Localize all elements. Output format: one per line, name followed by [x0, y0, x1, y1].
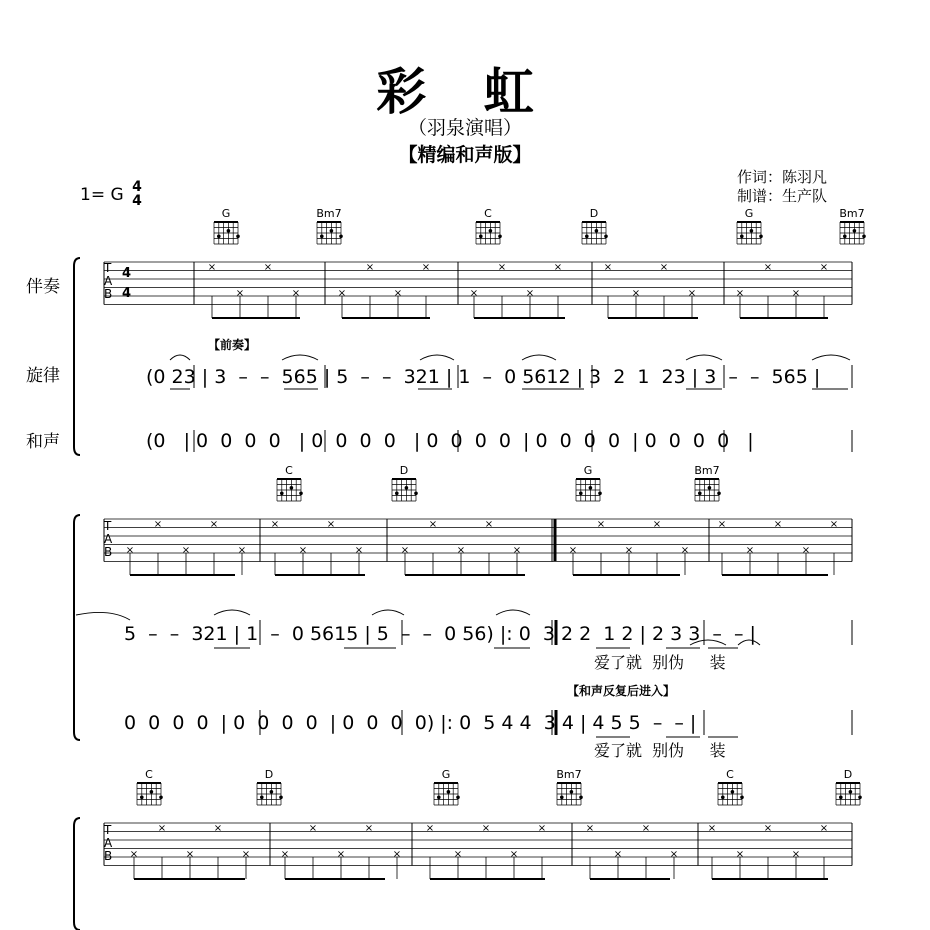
- tab-x-mark: ×: [484, 519, 494, 530]
- chord-dot: [717, 492, 721, 496]
- tab-x-mark: ×: [745, 545, 755, 556]
- slur: [170, 355, 190, 360]
- chord-dot: [560, 796, 564, 800]
- chord-name: C: [726, 768, 734, 781]
- chord-dot: [698, 492, 702, 496]
- chord-dot: [862, 235, 866, 239]
- tab-x-mark: ×: [735, 288, 745, 299]
- chord-name: G: [583, 464, 593, 477]
- chord-dot: [570, 790, 574, 794]
- chord-name: Bm7: [694, 464, 720, 477]
- tab-x-mark: ×: [308, 823, 318, 834]
- tab-x-mark: ×: [469, 288, 479, 299]
- tab-x-mark: ×: [481, 823, 491, 834]
- slur: [690, 640, 726, 645]
- tab-clef-1: T A B: [104, 261, 113, 301]
- tab-x-mark: ×: [157, 823, 167, 834]
- system-bracket: [74, 258, 80, 455]
- chord-name: C: [484, 207, 492, 220]
- tab-x-mark: ×: [354, 545, 364, 556]
- tab-x-mark: ×: [237, 545, 247, 556]
- lyricist: 作词：陈羽凡: [737, 168, 828, 186]
- tab-x-mark: ×: [428, 519, 438, 530]
- chord-name: Bm7: [556, 768, 582, 781]
- chord-dot: [447, 790, 451, 794]
- chord-dot: [585, 235, 589, 239]
- tab-x-mark: ×: [235, 288, 245, 299]
- tab-x-mark: ×: [791, 288, 801, 299]
- harmony-line-2: 0 0 0 0 | 0 0 0 0 | 0 0 0 0) |: 0 5 4 4 3 4 | 4 5 5 – – |: [124, 712, 697, 734]
- tab-x-mark: ×: [624, 545, 634, 556]
- chord-dot: [227, 229, 231, 233]
- tab-x-mark: ×: [337, 288, 347, 299]
- tie: [76, 612, 130, 620]
- chord-name: D: [843, 768, 853, 781]
- chord-name: D: [589, 207, 599, 220]
- tab-x-mark: ×: [453, 849, 463, 860]
- slur: [738, 640, 760, 645]
- slur: [282, 355, 318, 360]
- slur: [812, 355, 850, 360]
- slur: [420, 355, 454, 360]
- chord-dot: [414, 492, 418, 496]
- chord-dot: [839, 796, 843, 800]
- chord-dot: [395, 492, 399, 496]
- chord-dot: [759, 235, 763, 239]
- lyrics-line-1: 爱了就 别伪 装: [594, 653, 726, 672]
- tab-x-mark: ×: [680, 545, 690, 556]
- slur: [214, 610, 250, 615]
- chord-dot: [320, 235, 324, 239]
- section-intro: 【前奏】: [208, 338, 257, 352]
- tab-x-mark: ×: [652, 519, 662, 530]
- chord-dot: [731, 790, 735, 794]
- tab-x-mark: ×: [326, 519, 336, 530]
- section-harmony-note: 【和声反复后进入】: [567, 684, 676, 698]
- song-title: 彩 虹: [376, 62, 554, 121]
- tab-x-mark: ×: [213, 823, 223, 834]
- system-bracket: [74, 818, 80, 930]
- time-signature-bottom: 4: [132, 193, 142, 209]
- slur: [686, 355, 722, 360]
- chord-name: D: [264, 768, 274, 781]
- chord-name: D: [399, 464, 409, 477]
- tab-x-mark: ×: [185, 849, 195, 860]
- tab-x-mark: ×: [773, 519, 783, 530]
- tab-x-mark: ×: [669, 849, 679, 860]
- tab-x-mark: ×: [603, 262, 613, 273]
- chord-dot: [853, 229, 857, 233]
- tab-x-mark: ×: [763, 823, 773, 834]
- tab-x-mark: ×: [763, 262, 773, 273]
- tab-x-mark: ×: [291, 288, 301, 299]
- tab-x-mark: ×: [400, 545, 410, 556]
- tab-x-mark: ×: [537, 823, 547, 834]
- chord-name: Bm7: [839, 207, 865, 220]
- chord-name: G: [221, 207, 231, 220]
- chord-dot: [339, 235, 343, 239]
- chord-dot: [595, 229, 599, 233]
- tab-x-mark: ×: [298, 545, 308, 556]
- arranger: 制谱：生产队: [737, 187, 828, 205]
- melody-line-2: 5 – – 321 | 1 – 0 5615 | 5 – – 0 56) |: 0 3 2 2 1 2 | 2 3 3 – – |: [124, 623, 756, 645]
- tab-x-mark: ×: [497, 262, 507, 273]
- chord-dot: [405, 486, 409, 490]
- chord-dot: [290, 486, 294, 490]
- tab-clef-3: T A B: [104, 823, 113, 863]
- singer-credit: （羽泉演唱）: [407, 117, 522, 139]
- slur: [522, 355, 556, 360]
- chord-name: G: [441, 768, 451, 781]
- tab-x-mark: ×: [241, 849, 251, 860]
- tab-x-mark: ×: [207, 262, 217, 273]
- tab-x-mark: ×: [613, 849, 623, 860]
- chord-dot: [270, 790, 274, 794]
- chord-dot: [858, 796, 862, 800]
- tab-x-mark: ×: [270, 519, 280, 530]
- chord-dot: [456, 796, 460, 800]
- tab-x-mark: ×: [181, 545, 191, 556]
- chord-dot: [260, 796, 264, 800]
- tab-x-mark: ×: [365, 262, 375, 273]
- tab-x-mark: ×: [125, 545, 135, 556]
- chord-dot: [750, 229, 754, 233]
- tab-x-mark: ×: [553, 262, 563, 273]
- chord-dot: [498, 235, 502, 239]
- tab-x-mark: ×: [819, 823, 829, 834]
- chord-dot: [279, 796, 283, 800]
- chord-dot: [217, 235, 221, 239]
- tab-x-mark: ×: [364, 823, 374, 834]
- chord-dot: [150, 790, 154, 794]
- chord-dot: [708, 486, 712, 490]
- slur: [372, 610, 404, 615]
- chord-dot: [330, 229, 334, 233]
- chord-dot: [589, 486, 593, 490]
- chord-name: G: [744, 207, 754, 220]
- chord-name: C: [285, 464, 293, 477]
- tab-x-mark: ×: [280, 849, 290, 860]
- chord-dot: [579, 796, 583, 800]
- tab-time-signature: 4 4: [122, 266, 132, 301]
- accomp-label: 伴奏: [26, 277, 60, 297]
- chord-dot: [479, 235, 483, 239]
- slur: [496, 610, 530, 615]
- tab-x-mark: ×: [717, 519, 727, 530]
- tab-x-mark: ×: [801, 545, 811, 556]
- tab-x-mark: ×: [568, 545, 578, 556]
- tab-x-mark: ×: [687, 288, 697, 299]
- chord-dot: [740, 796, 744, 800]
- tab-x-mark: ×: [509, 849, 519, 860]
- chord-dot: [721, 796, 725, 800]
- system-bracket: [74, 515, 80, 740]
- tab-x-mark: ×: [735, 849, 745, 860]
- melody-label: 旋律: [26, 366, 60, 386]
- tab-x-mark: ×: [263, 262, 273, 273]
- tab-x-mark: ×: [596, 519, 606, 530]
- tab-x-mark: ×: [129, 849, 139, 860]
- tab-x-mark: ×: [425, 823, 435, 834]
- tab-x-mark: ×: [819, 262, 829, 273]
- chord-dot: [740, 235, 744, 239]
- tab-x-mark: ×: [525, 288, 535, 299]
- chord-dot: [437, 796, 441, 800]
- tab-x-mark: ×: [392, 849, 402, 860]
- lyrics-line-2: 爱了就 别伪 装: [594, 741, 726, 760]
- chord-dot: [280, 492, 284, 496]
- chord-dot: [159, 796, 163, 800]
- tab-x-mark: ×: [336, 849, 346, 860]
- tab-x-mark: ×: [707, 823, 717, 834]
- tab-x-mark: ×: [209, 519, 219, 530]
- chord-dot: [843, 235, 847, 239]
- chord-dot: [140, 796, 144, 800]
- tab-x-mark: ×: [641, 823, 651, 834]
- tab-x-mark: ×: [512, 545, 522, 556]
- tab-x-mark: ×: [393, 288, 403, 299]
- chord-name: C: [145, 768, 153, 781]
- tab-x-mark: ×: [456, 545, 466, 556]
- tab-x-mark: ×: [421, 262, 431, 273]
- chord-dot: [236, 235, 240, 239]
- tab-x-mark: ×: [659, 262, 669, 273]
- chord-dot: [604, 235, 608, 239]
- chord-name: Bm7: [316, 207, 342, 220]
- edition-label: 【精编和声版】: [398, 144, 532, 166]
- chord-dot: [299, 492, 303, 496]
- chord-dot: [849, 790, 853, 794]
- harmony-label: 和声: [26, 432, 60, 452]
- key-signature: 1= G: [80, 185, 124, 205]
- time-signature-top: 4: [132, 179, 142, 195]
- tab-x-mark: ×: [829, 519, 839, 530]
- tab-x-mark: ×: [585, 823, 595, 834]
- melody-line-1: (0 23 | 3 – – 565 | 5 – – 321 | 1 – 0 5612 | 3 2 1 23 | 3 – – 565 |: [146, 366, 821, 388]
- chord-dot: [579, 492, 583, 496]
- tab-x-mark: ×: [153, 519, 163, 530]
- tab-clef-2: T A B: [104, 519, 113, 559]
- chord-dot: [598, 492, 602, 496]
- chord-dot: [489, 229, 493, 233]
- harmony-line-1: (0 | 0 0 0 0 | 0 0 0 0 | 0 0 0 0 | 0 0 0 0 | 0 0 0 0 |: [146, 430, 754, 452]
- tab-x-mark: ×: [791, 849, 801, 860]
- tab-x-mark: ×: [631, 288, 641, 299]
